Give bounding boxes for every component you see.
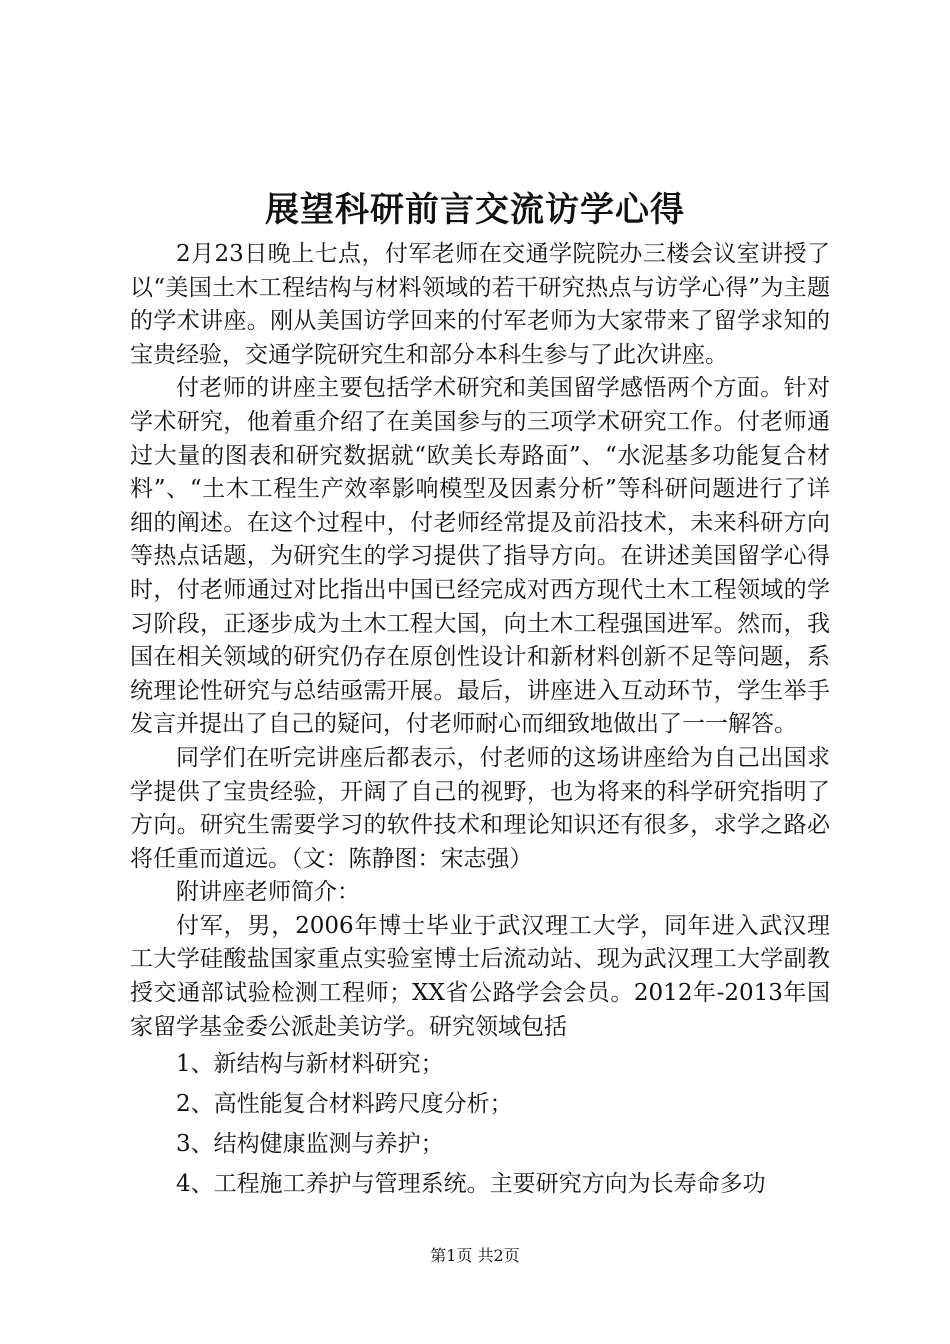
research-area-item: 2、高性能复合材料跨尺度分析； — [176, 1091, 513, 1118]
research-area-item: 1、新结构与新材料研究； — [176, 1051, 444, 1078]
research-area-item: 3、结构健康监测与养护； — [176, 1131, 444, 1158]
document-title: 展望科研前言交流访学心得 — [265, 190, 685, 230]
document-body — [130, 238, 830, 1204]
paragraph-student-feedback: 同学们在听完讲座后都表示，付老师的这场讲座给为自己出国求学提供了宝贵经验，开阔了自己的视野，也为将来的科学研究指明了方向。研究生需要学习的软件技术和理论知识还有很多，求学之路必将任重而道远。（文：陈静图：宋志强） — [130, 744, 830, 872]
page-number-footer: 第1页 共2页 — [430, 1246, 520, 1265]
research-area-item: 4、工程施工养护与管理系统。主要研究方向为长寿命多功 — [176, 1171, 766, 1198]
paragraph-lecture-intro: 2月23日晚上七点，付军老师在交通学院院办三楼会议室讲授了以“美国土木工程结构与材料领域的若干研究热点与访学心得”为主题的学术讲座。刚从美国访学回来的付军老师为大家带来了留学求知的宝贵经验，交通学院研究生和部分本科生参与了此次讲座。 — [130, 241, 830, 368]
paragraph-speaker-heading: 附讲座老师简介： — [176, 879, 360, 906]
paragraph-speaker-bio: 付军，男，2006年博士毕业于武汉理工大学，同年进入武汉理工大学硅酸盐国家重点实验室博士后流动站、现为武汉理工大学副教授交通部试验检测工程师；XX省公路学会会员。2012年-2013年国家留学基金委公派赴美访学。研究领域包括 — [130, 912, 830, 1040]
paragraph-lecture-content: 付老师的讲座主要包括学术研究和美国留学感悟两个方面。针对学术研究，他着重介绍了在美国参与的三项学术研究工作。付老师通过大量的图表和研究数据就“欧美长寿路面”、“水泥基多功能复合材料”、“土木工程生产效率影响模型及因素分析”等科研问题进行了详细的阐述。在这个过程中，付老师经常提及前沿技术，未来科研方向等热点话题，为研究生的学习提供了指导方向。在讲述美国留学心得时，付老师通过对比指出中国已经完成对西方现代土木工程领域的学习阶段，正逐步成为土木工程大国，向土木工程强国进军。然而，我国在相关领域的研究仍存在原创性设计和新材料创新不足等问题，系统理论性研究与总结亟需开展。最后，讲座进入互动环节，学生举手发言并提出了自己的疑问，付老师耐心而细致地做出了一一解答。 — [130, 375, 830, 738]
